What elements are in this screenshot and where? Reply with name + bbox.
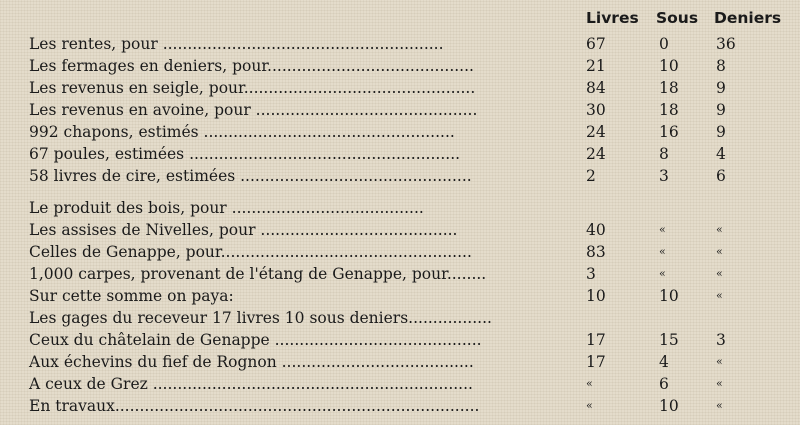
row-label: A ceux de Grez ................................................................. [29,375,473,393]
table-row [0,99,800,121]
deniers-cell: 3 [716,331,726,349]
row-label: Sur cette somme on paya: [29,287,234,305]
table-row [0,263,800,285]
sous-cell: 18 [659,79,679,97]
header-livres: Livres [586,9,639,27]
row-label: Celles de Genappe, pour................................................... [29,243,472,261]
deniers-cell: 9 [716,79,726,97]
table-row [0,329,800,351]
livres-cell: 24 [586,123,606,141]
table-row [0,165,800,187]
deniers-cell: 36 [716,35,736,53]
sous-cell: « [659,267,666,280]
table-row [0,395,800,417]
table-row [0,197,800,219]
header-sous: Sous [656,9,699,27]
row-label: 992 chapons, estimés ................................................... [29,123,455,141]
row-label: 67 poules, estimées ....................................................... [29,145,461,163]
livres-cell: 40 [586,221,606,239]
row-label: Les assises de Nivelles, pour ........................................ [29,221,458,239]
table-row [0,143,800,165]
deniers-cell: « [716,245,723,258]
sous-cell: 15 [659,331,679,349]
sous-cell: 18 [659,101,679,119]
livres-cell: « [586,399,593,412]
sous-cell: 8 [659,145,669,163]
sous-cell: 16 [659,123,679,141]
livres-cell: 2 [586,167,596,185]
livres-cell: 67 [586,35,606,53]
table-row [0,121,800,143]
sous-cell: 10 [659,57,679,75]
sous-cell: 0 [659,35,669,53]
row-label: Aux échevins du fief de Rognon ....................................... [29,353,474,371]
livres-cell: 21 [586,57,606,75]
deniers-cell: « [716,223,723,236]
sous-cell: « [659,223,666,236]
row-label: Les revenus en seigle, pour............................................... [29,79,476,97]
sous-cell: 4 [659,353,669,371]
table-row [0,219,800,241]
deniers-cell: 9 [716,123,726,141]
row-label: Le produit des bois, pour ....................................... [29,199,424,217]
deniers-cell: « [716,399,723,412]
row-label: 58 livres de cire, estimées ............................................... [29,167,472,185]
table-row [0,307,800,329]
table-row [0,373,800,395]
livres-cell: 84 [586,79,606,97]
sous-cell: « [659,245,666,258]
row-label: Les gages du receveur 17 livres 10 sous deniers................. [29,309,492,327]
livres-cell: « [586,377,593,390]
table-row [0,55,800,77]
row-label: Ceux du châtelain de Genappe .......................................... [29,331,482,349]
sous-cell: 10 [659,397,679,415]
row-label: En travaux.......................................................................... [29,397,480,415]
row-label: Les fermages en deniers, pour.......................................... [29,57,474,75]
deniers-cell: 4 [716,145,726,163]
deniers-cell: « [716,267,723,280]
deniers-cell: 9 [716,101,726,119]
livres-cell: 30 [586,101,606,119]
row-label: 1,000 carpes, provenant de l'étang de Genappe, pour........ [29,265,487,283]
sous-cell: 3 [659,167,669,185]
livres-cell: 83 [586,243,606,261]
deniers-cell: « [716,377,723,390]
livres-cell: 10 [586,287,606,305]
deniers-cell: « [716,289,723,302]
sous-cell: 6 [659,375,669,393]
table-row [0,241,800,263]
header-deniers: Deniers [714,9,782,27]
table-row [0,77,800,99]
deniers-cell: « [716,355,723,368]
livres-cell: 17 [586,353,606,371]
row-label: Les revenus en avoine, pour ............................................. [29,101,478,119]
row-label: Les rentes, pour ......................................................... [29,35,444,53]
livres-cell: 3 [586,265,596,283]
deniers-cell: 6 [716,167,726,185]
livres-cell: 24 [586,145,606,163]
table-row [0,285,800,307]
deniers-cell: 8 [716,57,726,75]
table-row [0,351,800,373]
table-row [0,33,800,55]
livres-cell: 17 [586,331,606,349]
sous-cell: 10 [659,287,679,305]
